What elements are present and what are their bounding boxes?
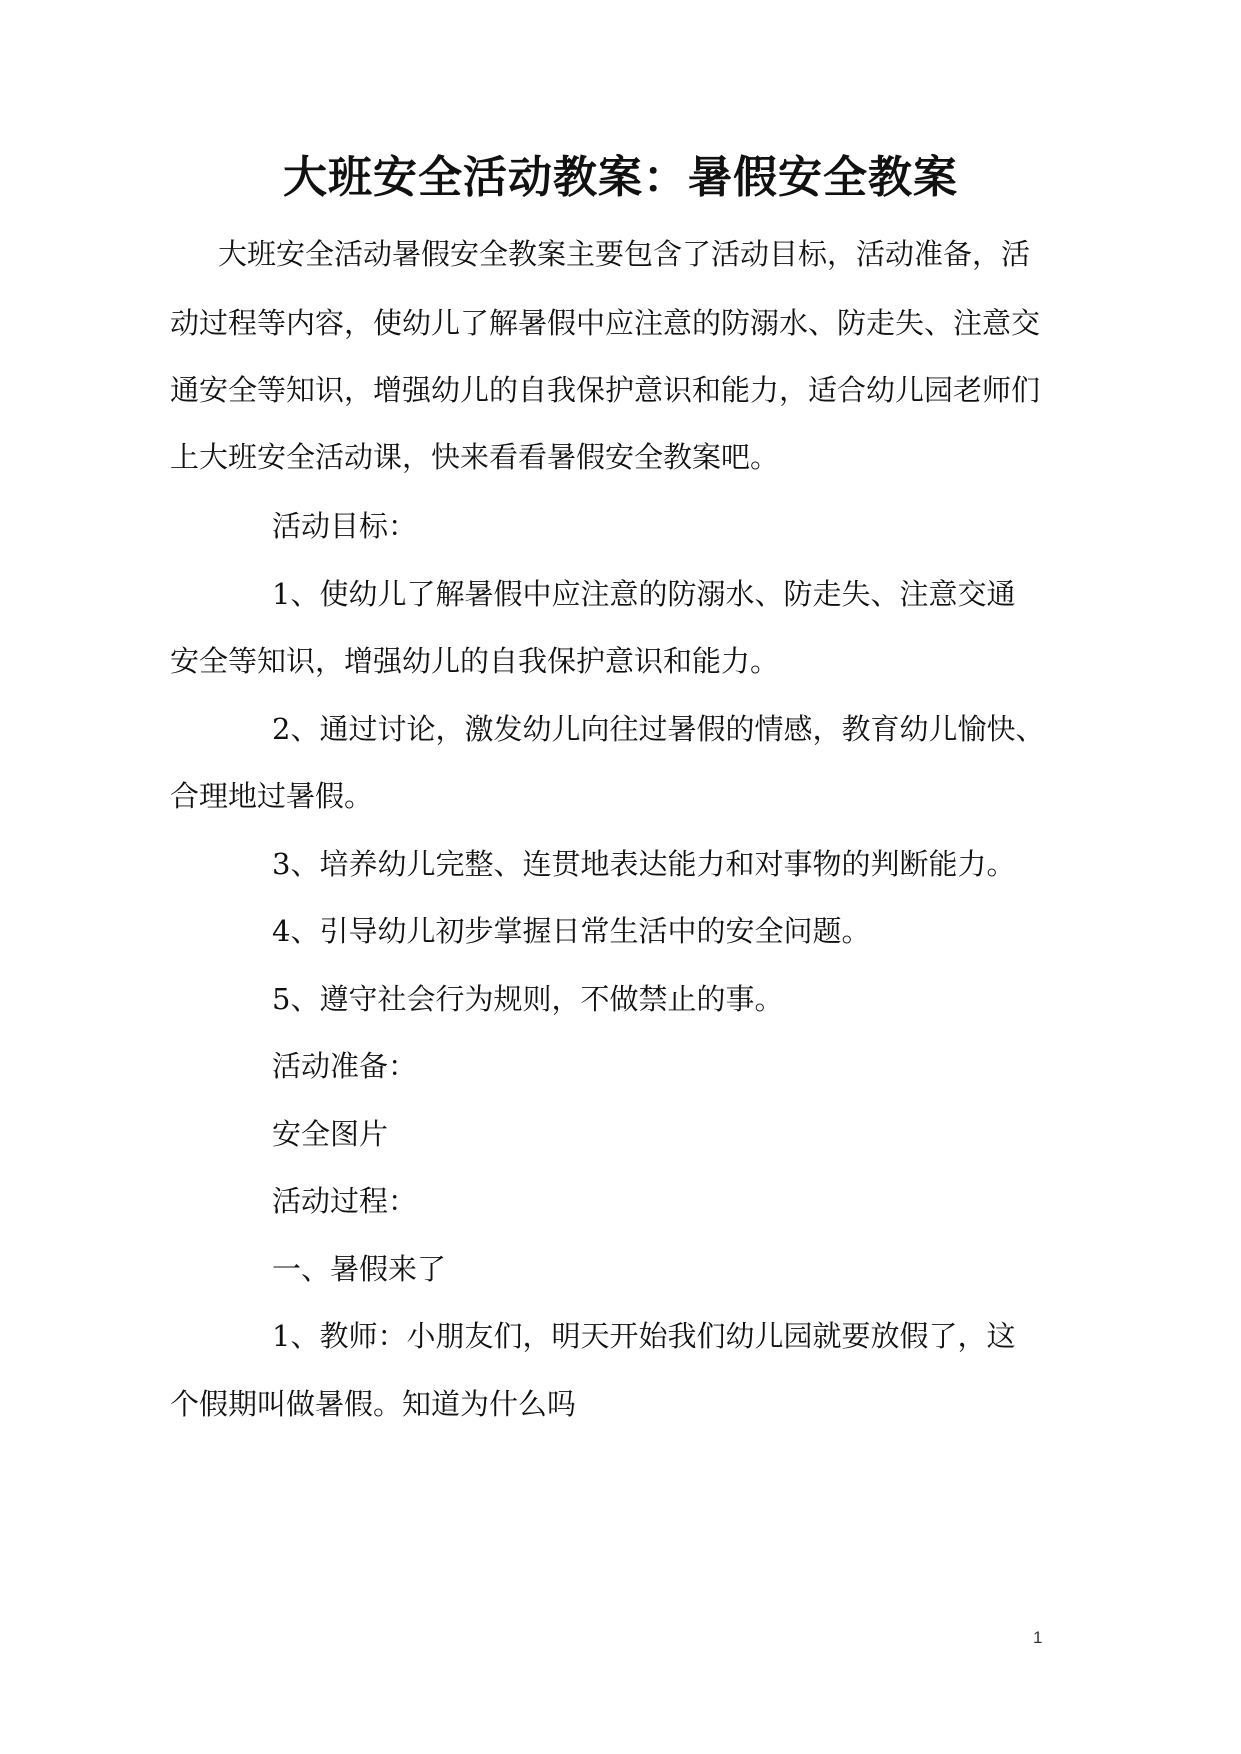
goal-3: 3、培养幼儿完整、连贯地表达能力和对事物的判断能力。 — [272, 847, 1016, 881]
goal-1-line-2: 安全等知识，增强幼儿的自我保护意识和能力。 — [170, 644, 780, 678]
section-one-heading: 一、暑假来了 — [272, 1252, 447, 1286]
step-one-line-1: 1、教师：小朋友们，明天开始我们幼儿园就要放假了，这 — [272, 1319, 1016, 1353]
intro-line-1: 大班安全活动暑假安全教案主要包含了活动目标，活动准备，活 — [218, 237, 1031, 271]
step-one-line-2: 个假期叫做暑假。知道为什么吗 — [170, 1387, 577, 1421]
process-heading: 活动过程： — [272, 1184, 418, 1218]
goal-2-line-1: 2、通过讨论，激发幼儿向往过暑假的情感，教育幼儿愉快、 — [272, 712, 1045, 746]
goal-2-line-2: 合理地过暑假。 — [170, 779, 374, 813]
prep-heading: 活动准备： — [272, 1049, 418, 1083]
prep-item: 安全图片 — [272, 1117, 389, 1151]
page-number: 1 — [1033, 1628, 1043, 1647]
page-title: 大班安全活动教案：暑假安全教案 — [283, 152, 958, 203]
goal-4: 4、引导幼儿初步掌握日常生活中的安全问题。 — [272, 914, 871, 948]
goal-1-line-1: 1、使幼儿了解暑假中应注意的防溺水、防走失、注意交通 — [272, 577, 1016, 611]
intro-line-4: 上大班安全活动课，快来看看暑假安全教案吧。 — [170, 440, 780, 474]
goal-5: 5、遵守社会行为规则，不做禁止的事。 — [272, 982, 784, 1016]
intro-line-2: 动过程等内容，使幼儿了解暑假中应注意的防溺水、防走失、注意交 — [170, 306, 1041, 340]
intro-line-3: 通安全等知识，增强幼儿的自我保护意识和能力，适合幼儿园老师们 — [170, 373, 1041, 407]
goals-heading: 活动目标： — [272, 509, 418, 543]
